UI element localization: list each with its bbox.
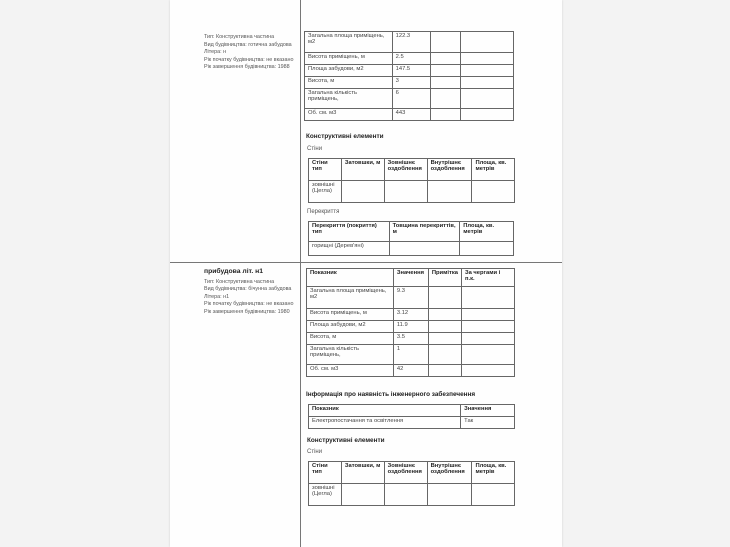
walls-label: Стіни bbox=[307, 146, 323, 152]
engineering-table bbox=[308, 404, 515, 429]
constructive-elements-title: Конструктивні елементи bbox=[307, 437, 385, 444]
header-cell: За чергами і п.к. bbox=[461, 269, 514, 287]
cell-value: 3.12 bbox=[393, 309, 428, 321]
header-cell: Перекриття (покриття) тип bbox=[309, 222, 390, 242]
cell-indicator: Висота, м bbox=[307, 333, 394, 345]
cell-indicator: Загальна кількість приміщень, bbox=[307, 345, 394, 365]
building-info-1 bbox=[204, 34, 298, 72]
table-row bbox=[305, 89, 514, 109]
table-header-row bbox=[309, 159, 515, 181]
walls-table-2 bbox=[308, 461, 515, 506]
info-line: Тип: Конструктивна частина bbox=[204, 34, 275, 40]
cell-value: 443 bbox=[392, 109, 430, 121]
cell-value: 2.5 bbox=[392, 53, 430, 65]
header-cell: Площа, кв. метрів bbox=[472, 159, 515, 181]
engineering-title: Інформація про наявність інженерного забезпечення bbox=[306, 391, 476, 398]
cell-indicator: Об. см. м3 bbox=[307, 365, 394, 377]
indicators-table-1 bbox=[304, 31, 514, 121]
column-divider bbox=[300, 0, 301, 547]
cell-value: 147.5 bbox=[392, 65, 430, 77]
header-cell: Затовшки, м bbox=[341, 159, 384, 181]
cell-indicator: Висота приміщень, м bbox=[305, 53, 393, 65]
header-cell: Площа, кв. метрів bbox=[472, 462, 515, 484]
cell-indicator: Загальна площа приміщень, м2 bbox=[305, 32, 393, 53]
cell-value: 6 bbox=[392, 89, 430, 109]
header-cell: Показник bbox=[307, 269, 394, 287]
cell-value: 1 bbox=[393, 345, 428, 365]
table-row bbox=[305, 53, 514, 65]
wall-type-cell: зовнішні (Цегла) bbox=[309, 484, 342, 506]
cell-indicator: Висота приміщень, м bbox=[307, 309, 394, 321]
wall-type-cell: зовнішні (Цегла) bbox=[309, 181, 342, 203]
header-cell: Стіни тип bbox=[309, 159, 342, 181]
table-row bbox=[309, 484, 515, 506]
info-line: Рік початку будівництва: не вказано bbox=[204, 56, 294, 63]
walls-label: Стіни bbox=[307, 449, 323, 455]
table-row bbox=[307, 365, 515, 377]
floor-type-cell: горищні (Дерев'яні) bbox=[309, 242, 390, 256]
table-row bbox=[307, 333, 515, 345]
header-cell: Стіни тип bbox=[309, 462, 342, 484]
table-row bbox=[305, 65, 514, 77]
info-line: Літера: н1 bbox=[204, 293, 230, 300]
floors-table-1 bbox=[308, 221, 514, 256]
table-row bbox=[309, 242, 514, 256]
floors-label: Перекриття bbox=[307, 209, 340, 215]
cell-value: 42 bbox=[393, 365, 428, 377]
cell-indicator: Загальна кількість приміщень, bbox=[305, 89, 393, 109]
cell-indicator: Загальна площа приміщень, м2 bbox=[307, 287, 394, 309]
info-line: Літера: н bbox=[204, 49, 227, 56]
cell-value: 11.9 bbox=[393, 321, 428, 333]
cell-value: 9.3 bbox=[393, 287, 428, 309]
header-cell: Показник bbox=[309, 405, 461, 417]
cell-value: 122.3 bbox=[392, 32, 430, 53]
header-cell: Значення bbox=[461, 405, 515, 417]
table-header-row bbox=[309, 222, 514, 242]
info-line: Тип: Конструктивна частина bbox=[204, 278, 275, 285]
engineering-value: Так bbox=[461, 417, 515, 429]
table-header-row bbox=[309, 462, 515, 484]
indicators-table-2 bbox=[306, 268, 515, 377]
table-row bbox=[309, 417, 515, 429]
cell-value: 3.5 bbox=[393, 333, 428, 345]
table-header-row bbox=[309, 405, 515, 417]
header-cell: Внутрішнє оздоблення bbox=[427, 159, 472, 181]
table-row bbox=[305, 32, 514, 53]
info-line: Рік завершення будівництва: 1988 bbox=[204, 64, 290, 71]
cell-indicator: Об. см. м3 bbox=[305, 109, 393, 121]
info-line: Вид будівництва: бічунна забудова bbox=[204, 286, 292, 293]
annex-title: прибудова літ. н1 bbox=[204, 268, 263, 275]
header-cell: Товщина перекриттів, м bbox=[389, 222, 460, 242]
info-line: Рік початку будівництва: не вказано bbox=[204, 301, 294, 308]
cell-indicator: Площа забудови, м2 bbox=[307, 321, 394, 333]
header-cell: Примітка bbox=[428, 269, 461, 287]
cell-indicator: Висота, м bbox=[305, 77, 393, 89]
engineering-indicator: Електропостачання та освітлення bbox=[309, 417, 461, 429]
header-cell: Зовнішнє оздоблення bbox=[384, 462, 427, 484]
table-row bbox=[309, 181, 515, 203]
document-page bbox=[170, 0, 562, 547]
cell-indicator: Площа забудови, м2 bbox=[305, 65, 393, 77]
table-row bbox=[307, 309, 515, 321]
cell-value: 3 bbox=[392, 77, 430, 89]
building-info-2 bbox=[204, 268, 298, 317]
walls-table-1 bbox=[308, 158, 515, 203]
constructive-elements-title: Конструктивні елементи bbox=[306, 133, 384, 140]
header-cell: Площа, кв. метрів bbox=[460, 222, 514, 242]
header-cell: Внутрішнє оздоблення bbox=[427, 462, 472, 484]
table-row bbox=[307, 321, 515, 333]
section-divider bbox=[170, 262, 562, 263]
table-row bbox=[305, 77, 514, 89]
table-header-row bbox=[307, 269, 515, 287]
info-line: Рік завершення будівництва: 1980 bbox=[204, 308, 290, 315]
header-cell: Значення bbox=[393, 269, 428, 287]
table-row bbox=[305, 109, 514, 121]
table-row bbox=[307, 345, 515, 365]
info-line: Вид будівництва: готична забудова bbox=[204, 41, 292, 48]
header-cell: Затовшки, м bbox=[341, 462, 384, 484]
table-row bbox=[307, 287, 515, 309]
header-cell: Зовнішнє оздоблення bbox=[384, 159, 427, 181]
